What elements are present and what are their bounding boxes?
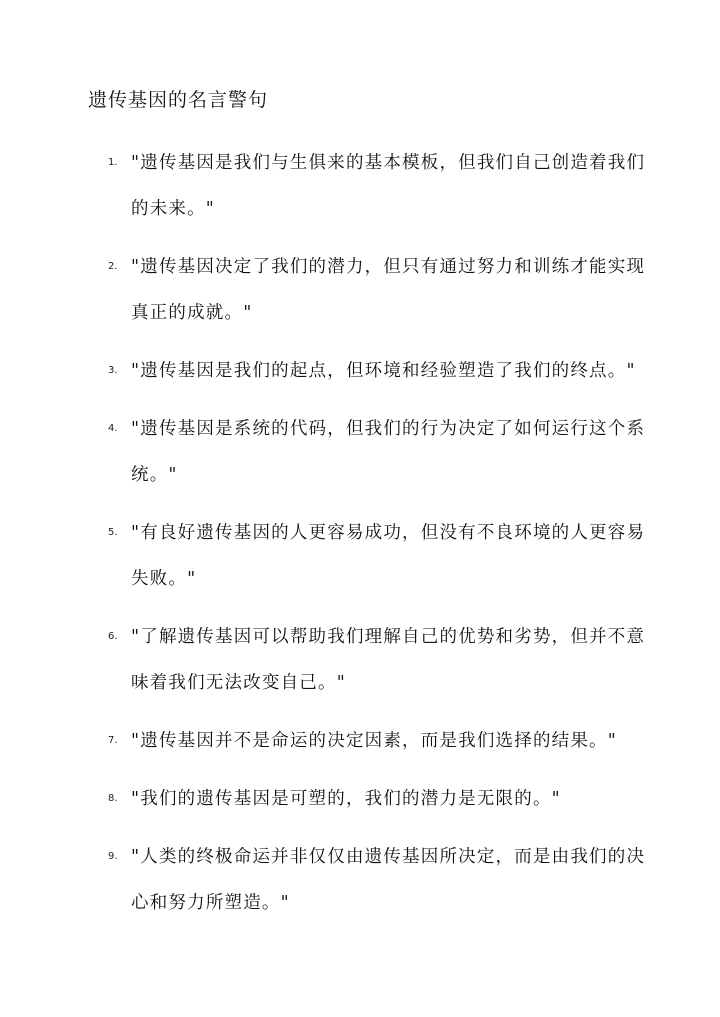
list-number: 5. (108, 527, 118, 538)
list-item (0, 834, 646, 926)
list-number: 3. (108, 365, 118, 376)
quote-text: "遗传基因是我们的起点，但环境和经验塑造了我们的终点。" (131, 361, 636, 381)
list-item (0, 510, 646, 602)
list-item (0, 776, 646, 822)
quote-text: "遗传基因是系统的代码，但我们的行为决定了如何运行这个系统。" (131, 419, 646, 485)
quote-text: "遗传基因决定了我们的潜力，但只有通过努力和训练才能实现真正的成就。" (131, 257, 646, 323)
document-title: 遗传基因的名言警句 (88, 89, 269, 111)
list-number: 8. (108, 793, 118, 804)
list-number: 2. (108, 261, 118, 272)
quote-list (0, 140, 720, 926)
quote-text: "我们的遗传基因是可塑的，我们的潜力是无限的。" (131, 789, 561, 809)
list-item (0, 614, 646, 706)
quote-text: "了解遗传基因可以帮助我们理解自己的优势和劣势，但并不意味着我们无法改变自己。" (131, 627, 646, 693)
list-item (0, 718, 646, 764)
quote-text: "遗传基因是我们与生俱来的基本模板，但我们自己创造着我们的未来。" (131, 153, 646, 219)
quote-text: "遗传基因并不是命运的决定因素，而是我们选择的结果。" (131, 731, 617, 751)
quote-text: "人类的终极命运并非仅仅由遗传基因所决定，而是由我们的决心和努力所塑造。" (131, 847, 646, 913)
quote-text: "有良好遗传基因的人更容易成功，但没有不良环境的人更容易失败。" (131, 523, 646, 589)
list-item (0, 348, 646, 394)
list-number: 4. (108, 423, 118, 434)
list-item (0, 140, 646, 232)
list-number: 7. (108, 735, 118, 746)
list-item (0, 244, 646, 336)
list-item (0, 406, 646, 498)
list-number: 6. (108, 631, 118, 642)
list-number: 1. (108, 157, 118, 168)
list-number: 9. (108, 851, 118, 862)
